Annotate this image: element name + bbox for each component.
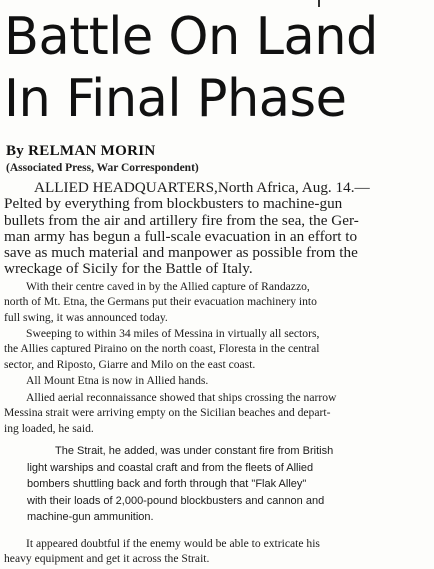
text-line: save as much material and manpower as possible from the: [4, 244, 358, 262]
text-line: with their loads of 2,000-pound blockbusters and cannon and: [27, 494, 325, 507]
text-line: With their centre caved in by the Allied capture of Randazzo,: [26, 280, 310, 293]
text-line: wreckage of Sicily for the Battle of Italy.: [4, 260, 253, 278]
closing-paragraph: [4, 536, 432, 567]
lead-paragraph: [4, 180, 432, 278]
inset-paragraph: [27, 443, 427, 526]
text-line: Messina strait were arriving empty on the Sicilian beaches and depart-: [4, 406, 331, 420]
print-speck: [318, 0, 320, 7]
body-paragraph: [4, 373, 432, 388]
text-line: light warships and coastal craft and from the fleets of Allied: [27, 461, 314, 474]
text-line: machine-gun ammunition.: [27, 511, 154, 523]
headline-line: Battle On Land: [4, 7, 378, 67]
text-line: man army has begun a full-scale evacuation in an effort to: [4, 227, 358, 245]
text-line: full swing, it was announced today.: [4, 310, 168, 324]
text-line: Allied aerial reconnaissance showed that ships crossing the narrow: [26, 391, 337, 404]
text-line: The Strait, he added, was under constant fire from British: [55, 445, 334, 457]
text-line: All Mount Etna is now in Allied hands.: [26, 374, 209, 387]
body-paragraph: [4, 279, 432, 325]
text-line: bullets from the air and artillery fire from the sea, the Ger-: [4, 211, 359, 229]
text-line: Pelted by everything from blockbusters to machine-gun: [4, 195, 343, 213]
text-line: the Allies captured Piraino on the north coast, Floresta in the central: [4, 342, 320, 356]
text-line: north of Mt. Etna, the Germans put their evacuation machinery into: [4, 295, 317, 309]
body-paragraph: [4, 390, 432, 436]
text-line: bombers shuttling back and forth through that "Flak Alley": [27, 478, 307, 490]
byline: By RELMAN MORIN: [6, 143, 156, 159]
text-line: heavy equipment and get it across the Strait.: [4, 552, 210, 566]
text-line: It appeared doubtful if the enemy would be able to extricate his: [26, 537, 320, 550]
text-line: ing loaded, he said.: [4, 421, 94, 435]
text-line: ALLIED HEADQUARTERS,North Africa, Aug. 14.—: [34, 180, 370, 196]
wire-credit: (Associated Press, War Correspondent): [6, 162, 199, 174]
body-paragraph: [4, 326, 432, 372]
headline: [4, 6, 423, 130]
text-line: sector, and Riposto, Giarre and Milo on the east coast.: [4, 357, 256, 371]
headline-line: In Final Phase: [4, 69, 347, 129]
text-line: Sweeping to within 34 miles of Messina in virtually all sectors,: [26, 327, 320, 340]
